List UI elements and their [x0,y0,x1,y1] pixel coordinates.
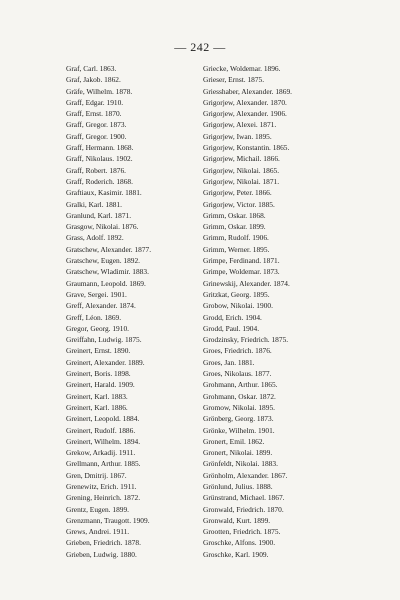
list-item: Greinert, Ernst. 1890. [66,346,131,356]
list-item: Grening, Heinrich. 1872. [66,493,141,503]
list-item: Grimm, Rudolf. 1906. [203,233,269,243]
list-item: Grönholm, Alexander. 1867. [203,470,288,480]
list-item: Graff, Edgar. 1910. [66,97,124,107]
list-item: Grönke, Wilhelm. 1901. [203,425,275,435]
list-item: Gronwald, Friedrich. 1870. [203,504,284,514]
list-item: Grodd, Erich. 1904. [203,312,262,322]
list-item: Gronert, Emil. 1862. [203,436,265,446]
list-item: Grönlund, Julius. 1888. [203,481,273,491]
list-item: Grimm, Oskar. 1899. [203,222,266,232]
list-item: Grigorjew, Alexander. 1870. [203,97,287,107]
list-item: Grohmann, Oskar. 1872. [203,391,276,401]
list-item: Grobow, Nikolai. 1900. [203,301,273,311]
list-item: Greff, Léon. 1869. [66,312,122,322]
list-item: Greinert, Alexander. 1889. [66,357,145,367]
list-item: Grigorjew, Victor. 1885. [203,199,275,209]
list-item: Groes, Jan. 1881. [203,357,255,367]
list-item: Graftiaux, Kasimir. 1881. [66,188,142,198]
list-item: Grigorjew, Nikolai. 1865. [203,165,280,175]
list-item: Grieben, Friedrich. 1878. [66,538,141,548]
list-item: Gronwald, Kurt. 1899. [203,515,271,525]
page-number: — 242 — [174,40,226,54]
list-item: Gräfe, Wilhelm. 1878. [66,86,133,96]
list-item: Grimm, Oskar. 1868. [203,210,266,220]
list-item: Graff, Roderich. 1868. [66,176,133,186]
list-item: Graf, Carl. 1863. [66,64,117,73]
list-item: Gralki, Karl. 1881. [66,199,123,209]
list-item: Groes, Friedrich. 1876. [203,346,272,356]
list-item: Graf, Jakob. 1862. [66,75,121,85]
list-item: Gritzkat, Georg. 1895. [203,289,270,299]
list-item: Groschke, Karl. 1909. [203,549,269,559]
list-item: Gren, Dmitrij. 1867. [66,470,127,480]
list-item: Grigorjew, Nikolai. 1871. [203,176,280,186]
list-item: Grohmann, Arthur. 1865. [203,380,278,390]
list-item: Grews, Andrei. 1911. [66,527,130,537]
list-item: Graff, Ernst. 1870. [66,109,122,119]
list-item: Groschke, Alfons. 1900. [203,538,276,548]
list-item: Grinewskij, Alexander. 1874. [203,278,290,288]
list-item: Grönberg, Georg. 1873. [203,414,274,424]
list-item: Grave, Sergei. 1901. [66,289,127,299]
list-item: Gratschew, Alexander. 1877. [66,244,152,254]
list-item: Grimm, Werner. 1895. [203,244,270,254]
list-item: Groes, Nikolaus. 1877. [203,369,272,379]
list-item: Greinert, Rudolf. 1886. [66,425,136,435]
list-item: Grenewitz, Erich. 1911. [66,481,137,491]
list-item: Gronert, Nikolai. 1899. [203,448,273,458]
left-column [66,63,201,560]
list-item: Greinert, Harald. 1909. [66,380,135,390]
list-item: Graff, Gregor. 1900. [66,131,127,141]
list-item: Grigorjew, Alexei. 1871. [203,120,277,130]
list-item: Grimpe, Ferdinand. 1871. [203,256,280,266]
right-column [203,63,343,560]
list-item: Grigorjew, Peter. 1866. [203,188,272,198]
list-item: Grieben, Ludwig. 1880. [66,549,137,559]
list-item: Greinert, Wilhelm. 1894. [66,436,141,446]
list-item: Greinert, Boris. 1898. [66,369,131,379]
list-item: Gratschew, Wladimir. 1883. [66,267,149,277]
list-item: Graff, Gregor. 1873. [66,120,127,130]
list-item: Greinert, Karl. 1883. [66,391,128,401]
list-item: Grass, Adolf. 1892. [66,233,124,243]
list-item: Grigorjew, Konstantin. 1865. [203,143,290,153]
list-item: Graff, Hermann. 1868. [66,143,134,153]
list-item: Grodd, Paul. 1904. [203,323,260,333]
list-item: Grigorjew, Michail. 1866. [203,154,280,164]
list-item: Grellmann, Arthur. 1885. [66,459,141,469]
list-item: Grigorjew, Alexander. 1906. [203,109,287,119]
list-item: Grasgow, Nikolai. 1876. [66,222,139,232]
list-item: Graff, Nikolaus. 1902. [66,154,133,164]
list-item: Gratschew, Eugen. 1892. [66,256,141,266]
list-item: Grekow, Arkadij. 1911. [66,448,136,458]
list-item: Greiffahn, Ludwig. 1875. [66,335,142,345]
list-item: Grootten, Friedrich. 1875. [203,527,281,537]
list-item: Gromow, Nikolai. 1895. [203,402,275,412]
list-item: Grigorjew, Iwan. 1895. [203,131,272,141]
list-item: Graff, Robert. 1876. [66,165,127,175]
list-item: Grönfeldt, Nikolai. 1883. [203,459,278,469]
list-item: Greinert, Leopold. 1884. [66,414,140,424]
list-item: Griecke, Woldemar. 1896. [203,64,281,73]
list-item: Granlund, Karl. 1871. [66,210,132,220]
list-item: Gregor, Georg. 1910. [66,323,129,333]
list-item: Grieser, Ernst. 1875. [203,75,265,85]
list-item: Graumann, Leopold. 1869. [66,278,146,288]
list-item: Greinert, Karl. 1886. [66,402,128,412]
list-item: Grenzmann, Traugott. 1909. [66,515,150,525]
list-item: Griesshaber, Alexander. 1869. [203,86,292,96]
list-item: Grodzinsky, Friedrich. 1875. [203,335,289,345]
list-item: Grentz, Eugen. 1899. [66,504,130,514]
list-item: Grünstrand, Michael. 1867. [203,493,285,503]
list-item: Greff, Alexander. 1874. [66,301,136,311]
list-item: Grimpe, Woldemar. 1873. [203,267,280,277]
